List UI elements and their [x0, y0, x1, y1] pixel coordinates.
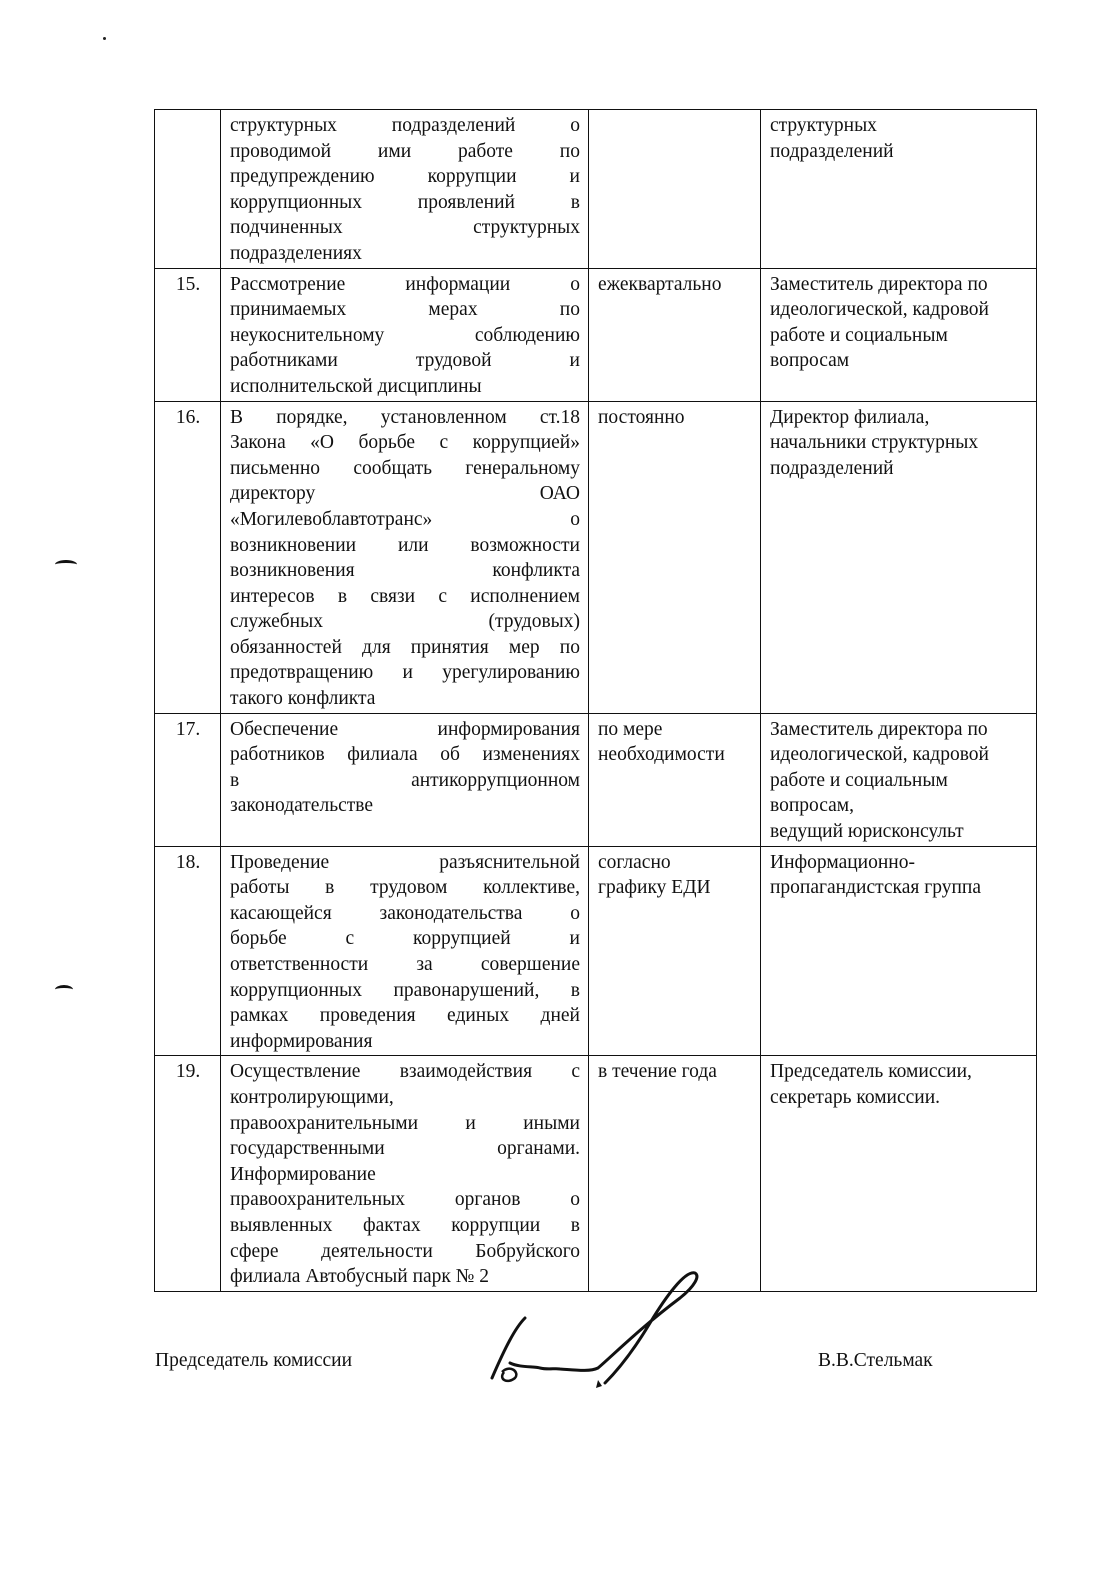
term-line: необходимости: [598, 744, 725, 766]
action-line: служебных (трудовых): [230, 611, 580, 633]
action-cell: [221, 268, 589, 401]
action-line: интересов в связи с исполнением: [230, 585, 580, 607]
responsible-cell: [761, 846, 1037, 1056]
action-line: правоохранительными и иными: [230, 1112, 580, 1134]
responsible-cell: [761, 1056, 1037, 1291]
responsible-line: ведущий юрисконсульт: [770, 821, 964, 843]
responsible-line: начальники структурных: [770, 432, 979, 454]
table-row: [155, 401, 1037, 713]
term-cell: [589, 1056, 761, 1291]
table-row: [155, 110, 1037, 269]
action-line: структурных подразделений о: [230, 115, 580, 136]
row-number: 17.: [155, 713, 221, 846]
responsible-line: работе и социальным: [770, 324, 948, 346]
action-line: Закона «О борьбе с коррупцией»: [230, 432, 580, 454]
action-line: В порядке, установленном ст.18: [230, 406, 580, 428]
action-line: государственными органами.: [230, 1138, 580, 1160]
action-line: «Могилевоблавтотранс» о: [230, 508, 580, 530]
term-line: в течение года: [598, 1061, 717, 1083]
action-line: правоохранительных органов о: [230, 1189, 580, 1211]
responsible-line: работе и социальным: [770, 769, 948, 791]
responsible-line: вопросам: [770, 350, 850, 372]
action-line: ответственности за совершение: [230, 954, 580, 975]
action-line: исполнительской дисциплины: [230, 375, 482, 397]
term-cell: [589, 713, 761, 846]
action-cell: [221, 110, 589, 269]
chairman-name: В.В.Стельмак: [818, 1350, 933, 1371]
action-line: предупреждению коррупции и: [230, 166, 580, 188]
term-line: графику ЕДИ: [598, 877, 711, 899]
action-line: работников филиала об изменениях: [230, 744, 580, 766]
responsible-line: Директор филиала,: [770, 406, 930, 428]
action-line: возникновении или возможности: [230, 534, 580, 556]
action-line: филиала Автобусный парк № 2: [230, 1266, 489, 1288]
row-number: 19.: [155, 1056, 221, 1291]
term-line: по мере: [598, 718, 663, 740]
action-line: Осуществление взаимодействия с: [230, 1061, 580, 1083]
row-number: [155, 110, 221, 269]
term-cell: [589, 846, 761, 1056]
term-cell: [589, 401, 761, 713]
action-line: директору ОАО: [230, 483, 580, 505]
responsible-cell: [761, 110, 1037, 269]
action-line: законодательстве: [230, 795, 374, 817]
responsible-line: Информационно-: [770, 851, 915, 873]
action-line: выявленных фактах коррупции в: [230, 1214, 580, 1236]
responsible-line: подразделений: [770, 457, 894, 479]
action-line: письменно сообщать генеральному: [230, 457, 580, 479]
responsible-line: идеологической, кадровой: [770, 744, 989, 766]
action-line: обязанностей для принятия мер по: [230, 636, 580, 658]
action-cell: [221, 846, 589, 1056]
responsible-line: Заместитель директора по: [770, 718, 988, 740]
action-line: такого конфликта: [230, 688, 376, 710]
action-line: рамках проведения единых дней: [230, 1005, 580, 1027]
action-line: работниками трудовой и: [230, 350, 580, 372]
term-cell: [589, 110, 761, 269]
term-line: согласно: [598, 851, 671, 873]
responsible-line: секретарь комиссии.: [770, 1086, 941, 1108]
responsible-cell: [761, 401, 1037, 713]
term-cell: [589, 268, 761, 401]
action-line: принимаемых мерах по: [230, 299, 580, 321]
term-line: ежеквартально: [598, 273, 722, 295]
responsible-line: структурных: [770, 115, 877, 136]
table-row: [155, 846, 1037, 1056]
action-line: возникновения конфликта: [230, 560, 580, 582]
scan-mark-bottom: [55, 985, 73, 994]
action-line: информирования: [230, 1030, 373, 1052]
action-line: неукоснительному соблюдению: [230, 324, 580, 346]
action-line: подразделениях: [230, 242, 362, 264]
action-line: подчиненных структурных: [230, 217, 580, 239]
action-line: Рассмотрение информации о: [230, 273, 580, 295]
table-row: [155, 1056, 1037, 1291]
action-cell: [221, 713, 589, 846]
action-line: предотвращению и урегулированию: [230, 662, 580, 684]
action-line: борьбе с коррупцией и: [230, 928, 580, 950]
anti-corruption-plan-table: [154, 109, 1037, 1292]
action-line: коррупционных проявлений в: [230, 191, 580, 213]
action-line: коррупционных правонарушений, в: [230, 979, 580, 1001]
row-number: 18.: [155, 846, 221, 1056]
action-line: Обеспечение информирования: [230, 718, 580, 740]
chairman-signature: [480, 1268, 720, 1398]
action-line: в антикоррупционном: [230, 769, 580, 791]
scan-mark-top: [55, 560, 77, 569]
responsible-line: Председатель комиссии,: [770, 1061, 972, 1083]
responsible-cell: [761, 268, 1037, 401]
row-number: 16.: [155, 401, 221, 713]
action-line: Информирование: [230, 1163, 376, 1185]
action-line: сфере деятельности Бобруйского: [230, 1240, 580, 1262]
plan-table-body: [155, 110, 1037, 1292]
responsible-line: вопросам,: [770, 795, 855, 817]
action-cell: [221, 1056, 589, 1291]
responsible-line: идеологической, кадровой: [770, 299, 989, 321]
table-row: [155, 268, 1037, 401]
row-number: 15.: [155, 268, 221, 401]
responsible-line: пропагандистская группа: [770, 877, 981, 899]
action-cell: [221, 401, 589, 713]
action-line: контролирующими,: [230, 1086, 394, 1108]
responsible-cell: [761, 713, 1037, 846]
term-line: постоянно: [598, 406, 685, 428]
scan-speck: [103, 37, 106, 40]
action-line: проводимой ими работе по: [230, 140, 580, 162]
action-line: касающейся законодательства о: [230, 902, 580, 924]
table-row: [155, 713, 1037, 846]
responsible-line: подразделений: [770, 140, 894, 162]
action-line: работы в трудовом коллективе,: [230, 877, 580, 899]
action-line: Проведение разъяснительной: [230, 851, 580, 873]
chairman-label: Председатель комиссии: [155, 1350, 353, 1371]
responsible-line: Заместитель директора по: [770, 273, 988, 295]
